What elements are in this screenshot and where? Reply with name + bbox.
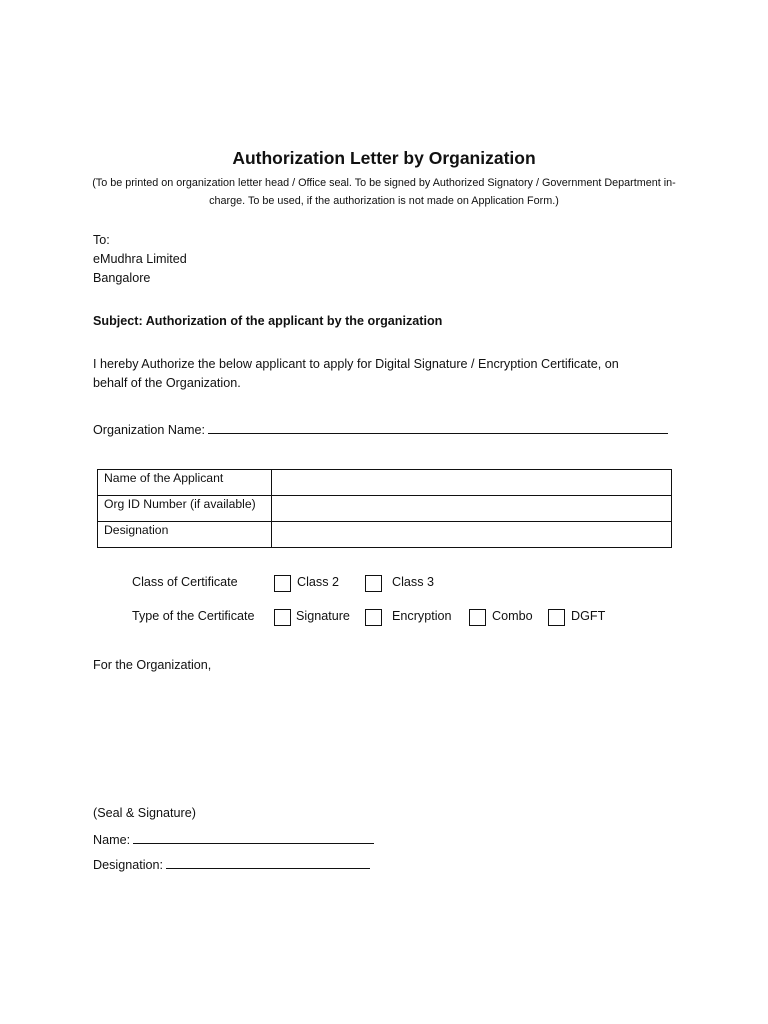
- seal-and-signature-label: (Seal & Signature): [93, 806, 196, 820]
- signatory-designation-label: Designation:: [93, 858, 164, 872]
- table-row: [98, 522, 672, 548]
- table-row: [98, 470, 672, 496]
- signatory-name-label: Name:: [93, 833, 131, 847]
- combo-checkbox[interactable]: [469, 609, 486, 626]
- subject-line: Subject: Authorization of the applicant by the organization: [93, 314, 443, 328]
- address-to: To:: [93, 233, 110, 247]
- org-id-label: Org ID Number (if available): [98, 496, 272, 522]
- org-name-label: Organization Name:: [93, 423, 205, 437]
- org-id-cell[interactable]: [272, 496, 672, 522]
- class-3-label: Class 3: [392, 575, 434, 589]
- class-2-label: Class 2: [297, 575, 339, 589]
- applicant-table: [97, 469, 672, 548]
- encryption-checkbox[interactable]: [365, 609, 382, 626]
- class-of-certificate-label: Class of Certificate: [132, 575, 238, 589]
- signature-checkbox[interactable]: [274, 609, 291, 626]
- dgft-label: DGFT: [571, 609, 606, 623]
- combo-label: Combo: [492, 609, 533, 623]
- encryption-label: Encryption: [392, 609, 452, 623]
- table-row: [98, 496, 672, 522]
- class-3-checkbox[interactable]: [365, 575, 382, 592]
- signature-label: Signature: [296, 609, 350, 623]
- dgft-checkbox[interactable]: [548, 609, 565, 626]
- type-of-certificate-label: Type of the Certificate: [132, 609, 255, 623]
- address-city: Bangalore: [93, 271, 151, 285]
- body-line-1: I hereby Authorize the below applicant to apply for Digital Signature / Encryption Certificate, on: [93, 357, 619, 371]
- signatory-designation-blank-line[interactable]: [166, 855, 370, 869]
- org-name-blank-line[interactable]: [208, 420, 668, 434]
- org-name-field[interactable]: [93, 420, 668, 437]
- designation-label: Designation: [98, 522, 272, 548]
- signatory-designation-field[interactable]: [93, 855, 370, 872]
- class-2-checkbox[interactable]: [274, 575, 291, 592]
- for-the-organization: For the Organization,: [93, 658, 212, 672]
- applicant-name-label: Name of the Applicant: [98, 470, 272, 496]
- body-line-2: behalf of the Organization.: [93, 376, 241, 390]
- signatory-name-field[interactable]: [93, 830, 374, 847]
- document-title: Authorization Letter by Organization: [232, 148, 536, 168]
- address-company: eMudhra Limited: [93, 252, 187, 266]
- signatory-name-blank-line[interactable]: [133, 830, 374, 844]
- applicant-name-cell[interactable]: [272, 470, 672, 496]
- designation-cell[interactable]: [272, 522, 672, 548]
- document-instructions: (To be printed on organization letter head / Office seal. To be signed by Authorized Signatory / Government Department in-charge. To be used, if the authorization is not made on Application Form.): [92, 177, 676, 207]
